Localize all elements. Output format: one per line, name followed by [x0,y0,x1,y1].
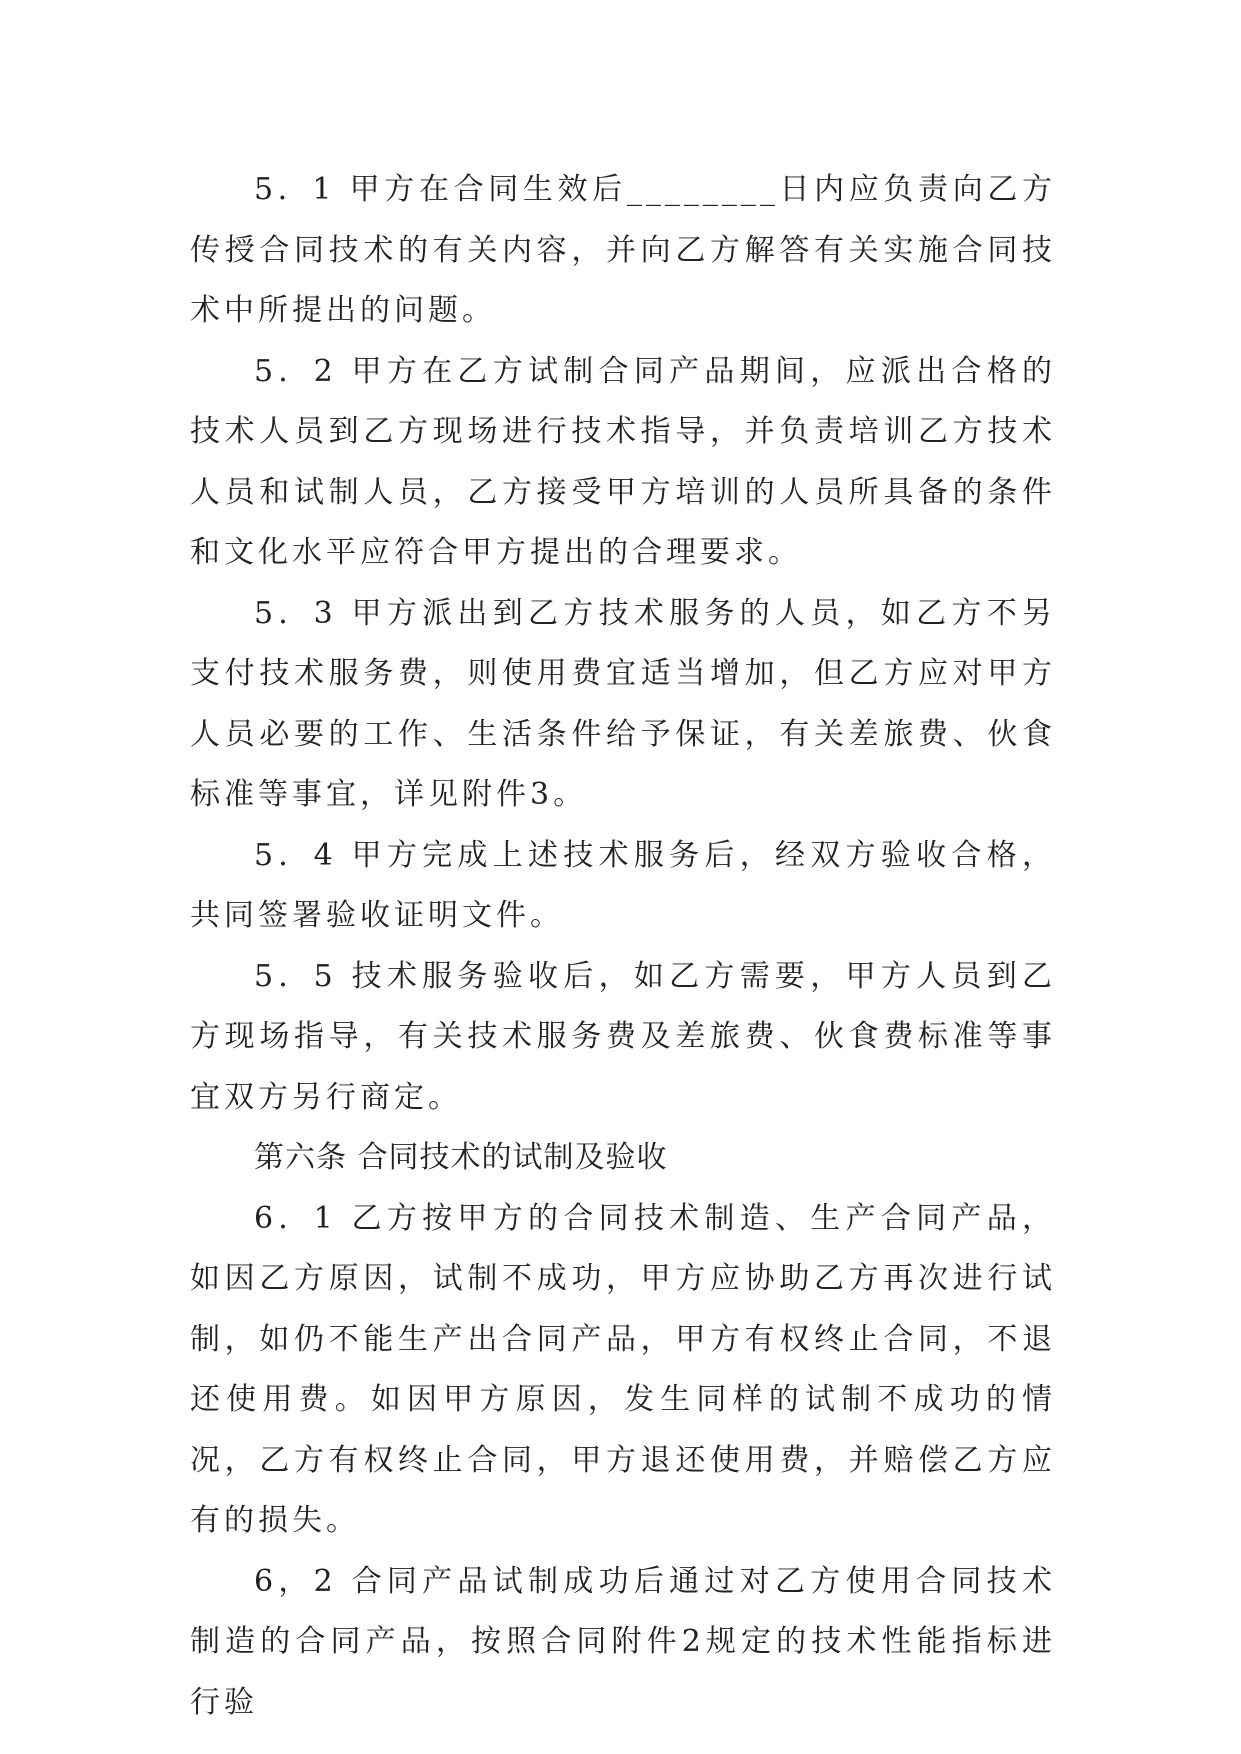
clause-5-4: 5．4 甲方完成上述技术服务后，经双方验收合格，共同签署验收证明文件。 [190,837,1056,933]
clause-6-1: 6．1 乙方按甲方的合同技术制造、生产合同产品，如因乙方原因，试制不成功，甲方应协助乙方再次进行试制，如仍不能生产出合同产品，甲方有权终止合同，不退还使用费。如因甲方原因，发生同样的试制不成功的情况，乙方有权终止合同，甲方退还使用费，并赔偿乙方应有的损失。 [190,1200,1056,1538]
clause-5-3: 5．3 甲方派出到乙方技术服务的人员，如乙方不另支付技术服务费，则使用费宜适当增加，但乙方应对甲方人员必要的工作、生活条件给予保证，有关差旅费、伙食标准等事宜，详见附件3。 [190,595,1056,812]
clause-5-5: 5．5 技术服务验收后，如乙方需要，甲方人员到乙方现场指导，有关技术服务费及差旅费、伙食费标准等事宜双方另行商定。 [190,958,1056,1115]
section-heading-6: 第六条 合同技术的试制及验收 [254,1140,668,1175]
clause-5-1: 5．1 甲方在合同生效后________日内应负责向乙方传授合同技术的有关内容，并向乙方解答有关实施合同技术中所提出的问题。 [190,172,1056,328]
clause-6-2: 6，2 合同产品试制成功后通过对乙方使用合同技术制造的合同产品，按照合同附件2规定的技术性能指标进行验 [190,1563,1056,1720]
clause-5-2: 5．2 甲方在乙方试制合同产品期间，应派出合格的技术人员到乙方现场进行技术指导，并负责培训乙方技术人员和试制人员，乙方接受甲方培训的人员所具备的条件和文化水平应符合甲方提出的合理要求。 [190,353,1056,570]
document-body [190,160,1056,1733]
